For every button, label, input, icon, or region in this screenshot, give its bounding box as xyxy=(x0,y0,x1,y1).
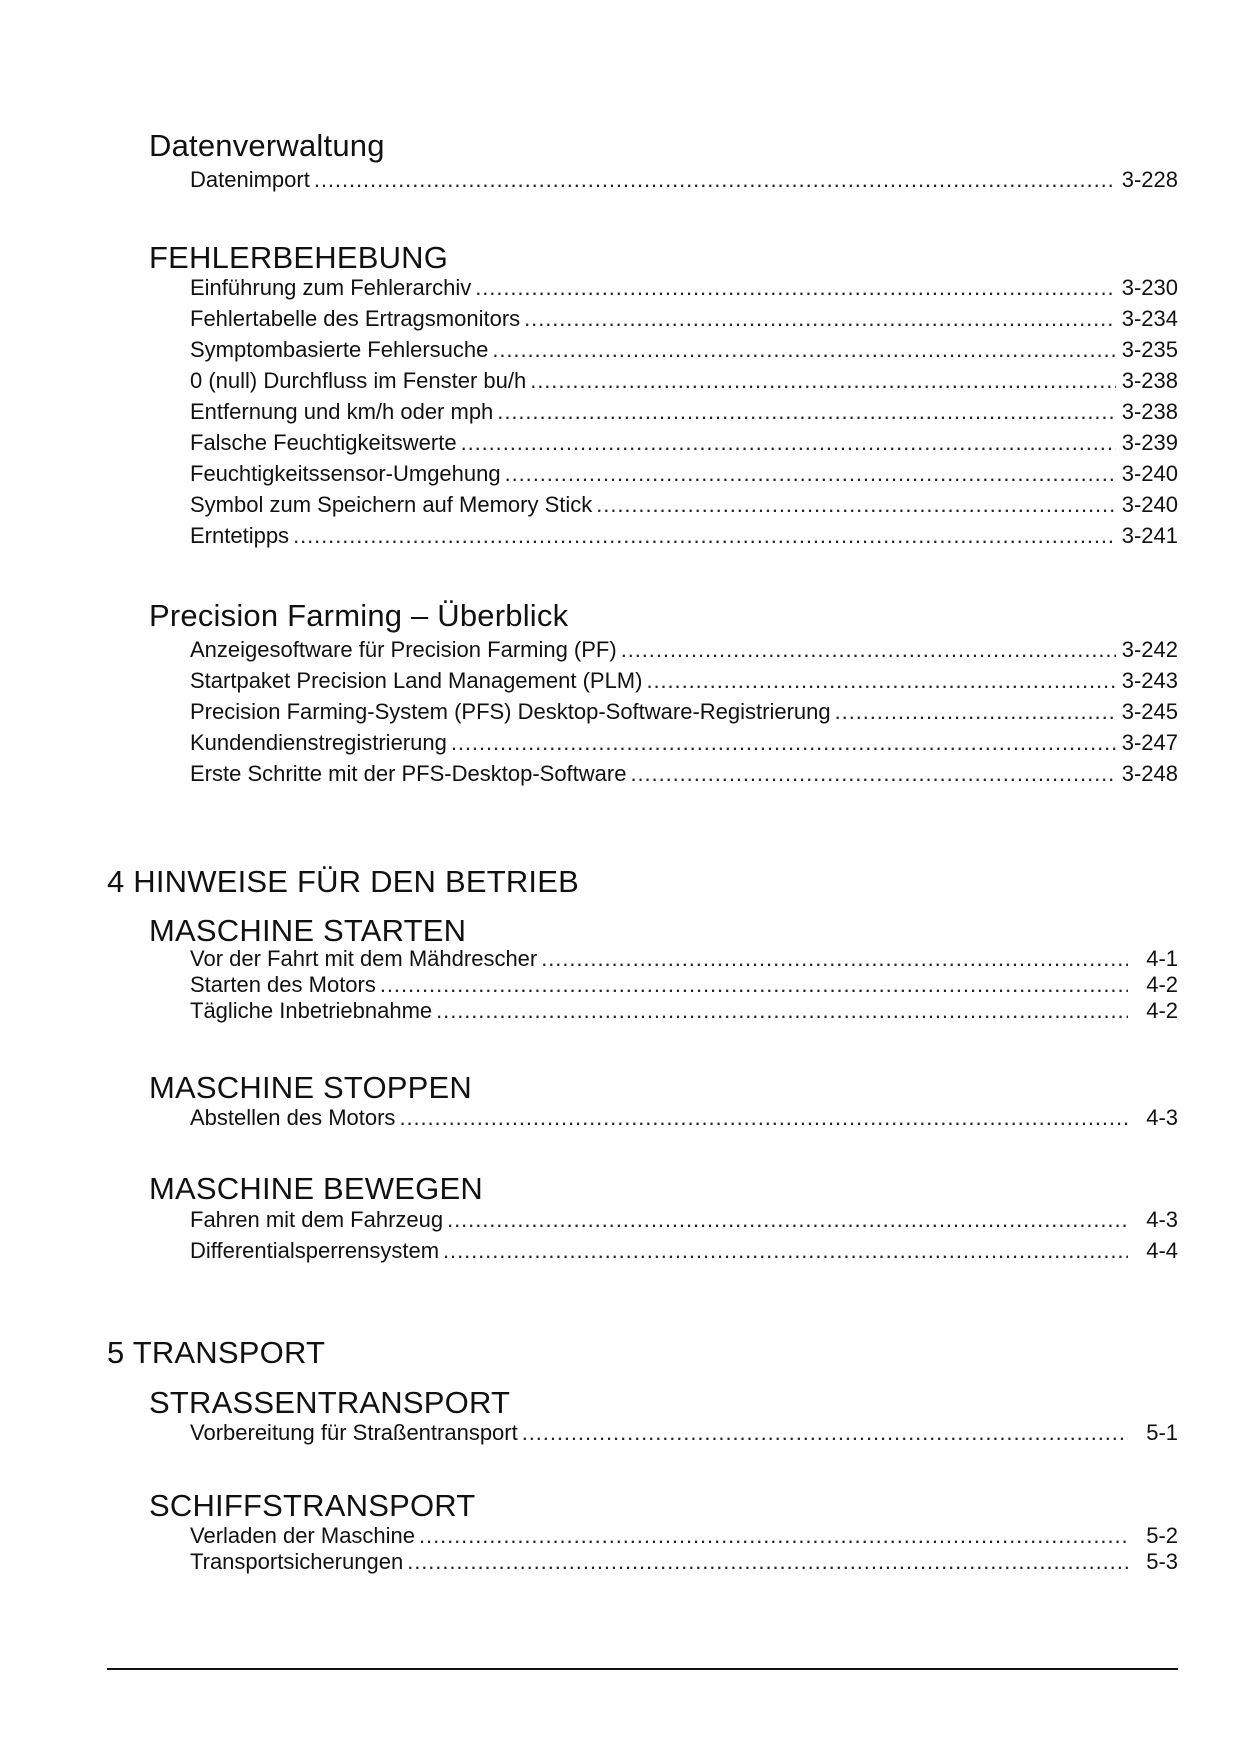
toc-entry-label: 0 (null) Durchfluss im Fenster bu/h xyxy=(190,368,527,393)
toc-entry[interactable] xyxy=(190,946,1178,972)
toc-entry[interactable] xyxy=(190,523,1178,549)
toc-entry-page: 3-241 xyxy=(1121,523,1178,548)
toc-entry-label: Feuchtigkeitssensor-Umgehung xyxy=(190,461,501,486)
toc-entry-page: 5-3 xyxy=(1146,1549,1178,1574)
section-title-maschine-bewegen: MASCHINE BEWEGEN xyxy=(149,1171,483,1206)
toc-entry[interactable] xyxy=(190,306,1178,332)
toc-entry-page: 3-240 xyxy=(1121,492,1178,517)
dot-leader xyxy=(505,461,1116,487)
chapter-title-4: 4 HINWEISE FÜR DEN BETRIEB xyxy=(107,864,579,899)
toc-entry-page: 3-238 xyxy=(1121,399,1178,424)
chapter-title-5: 5 TRANSPORT xyxy=(107,1335,326,1370)
toc-entry[interactable] xyxy=(190,699,1178,725)
toc-entry-page: 4-2 xyxy=(1146,998,1178,1023)
toc-entry-label: Fehlertabelle des Ertragsmonitors xyxy=(190,306,521,331)
toc-entry[interactable] xyxy=(190,972,1178,998)
toc-entry-page: 3-245 xyxy=(1121,699,1178,724)
toc-entry[interactable] xyxy=(190,1549,1178,1575)
toc-entry[interactable] xyxy=(190,167,1178,193)
toc-entry[interactable] xyxy=(190,1105,1178,1131)
toc-entry-page: 3-247 xyxy=(1121,730,1178,755)
toc-entry-label: Starten des Motors xyxy=(190,972,376,997)
toc-entry-label: Startpaket Precision Land Management (PLM) xyxy=(190,668,643,693)
dot-leader xyxy=(407,1549,1128,1575)
toc-entry[interactable] xyxy=(190,1523,1178,1549)
toc-entry[interactable] xyxy=(190,337,1178,363)
dot-leader xyxy=(630,761,1115,787)
dot-leader xyxy=(596,492,1115,518)
toc-entry-page: 4-1 xyxy=(1146,946,1178,971)
toc-entry-label: Transportsicherungen xyxy=(190,1549,404,1574)
section-title-datenverwaltung: Datenverwaltung xyxy=(149,128,385,163)
toc-entry-page: 4-2 xyxy=(1146,972,1178,997)
toc-entry-label: Falsche Feuchtigkeitswerte xyxy=(190,430,457,455)
dot-leader xyxy=(443,1238,1128,1264)
toc-entry-label: Symbol zum Speichern auf Memory Stick xyxy=(190,492,593,517)
dot-leader xyxy=(475,275,1115,301)
dot-leader xyxy=(461,430,1116,456)
toc-entry-label: Datenimport xyxy=(190,167,310,192)
toc-entry-label: Entfernung und km/h oder mph xyxy=(190,399,494,424)
toc-entry-label: Erntetipps xyxy=(190,523,290,548)
dot-leader xyxy=(451,730,1116,756)
toc-entry-label: Vorbereitung für Straßentransport xyxy=(190,1420,518,1445)
toc-entry-label: Kundendienstregistrierung xyxy=(190,730,447,755)
toc-entry-page: 4-3 xyxy=(1146,1207,1178,1232)
dot-leader xyxy=(524,306,1116,332)
toc-entry-page: 3-243 xyxy=(1121,668,1178,693)
dot-leader xyxy=(380,972,1128,998)
toc-entry-page: 3-234 xyxy=(1121,306,1178,331)
dot-leader xyxy=(530,368,1115,394)
toc-entry[interactable] xyxy=(190,1238,1178,1264)
toc-entry[interactable] xyxy=(190,492,1178,518)
section-title-maschine-starten: MASCHINE STARTEN xyxy=(149,913,467,948)
toc-entry-page: 3-242 xyxy=(1121,637,1178,662)
toc-entry-label: Symptombasierte Fehlersuche xyxy=(190,337,489,362)
dot-leader xyxy=(293,523,1116,549)
toc-entry-page: 3-239 xyxy=(1121,430,1178,455)
dot-leader xyxy=(621,637,1116,663)
toc-entry-page: 3-235 xyxy=(1121,337,1178,362)
toc-entry[interactable] xyxy=(190,368,1178,394)
toc-entry-page: 3-228 xyxy=(1121,167,1178,192)
toc-entry-page: 3-238 xyxy=(1121,368,1178,393)
dot-leader xyxy=(522,1420,1128,1446)
toc-entry-page: 5-1 xyxy=(1146,1420,1178,1445)
toc-entry-page: 4-3 xyxy=(1146,1105,1178,1130)
toc-entry[interactable] xyxy=(190,430,1178,456)
toc-entry[interactable] xyxy=(190,461,1178,487)
section-title-precision-farming: Precision Farming – Überblick xyxy=(149,598,569,633)
dot-leader xyxy=(492,337,1115,363)
toc-entry-label: Abstellen des Motors xyxy=(190,1105,396,1130)
toc-entry[interactable] xyxy=(190,275,1178,301)
toc-entry-page: 4-4 xyxy=(1146,1238,1178,1263)
toc-entry-label: Anzeigesoftware für Precision Farming (PF) xyxy=(190,637,617,662)
toc-entry-page: 5-2 xyxy=(1146,1523,1178,1548)
section-title-maschine-stoppen: MASCHINE STOPPEN xyxy=(149,1070,473,1105)
toc-entry[interactable] xyxy=(190,1420,1178,1446)
dot-leader xyxy=(835,699,1116,725)
toc-entry-label: Verladen der Maschine xyxy=(190,1523,416,1548)
toc-entry-label: Vor der Fahrt mit dem Mähdrescher xyxy=(190,946,538,971)
section-title-fehlerbehebung: FEHLERBEHEBUNG xyxy=(149,240,449,275)
dot-leader xyxy=(497,399,1115,425)
section-title-strassentransport: STRASSENTRANSPORT xyxy=(149,1385,511,1420)
toc-entry[interactable] xyxy=(190,637,1178,663)
toc-entry[interactable] xyxy=(190,399,1178,425)
toc-entry-page: 3-248 xyxy=(1121,761,1178,786)
toc-entry[interactable] xyxy=(190,668,1178,694)
dot-leader xyxy=(314,167,1116,193)
toc-entry-label: Tägliche Inbetriebnahme xyxy=(190,998,433,1023)
toc-entry[interactable] xyxy=(190,1207,1178,1233)
toc-entry[interactable] xyxy=(190,761,1178,787)
footer-rule xyxy=(107,1668,1178,1670)
toc-entry[interactable] xyxy=(190,998,1178,1024)
toc-entry[interactable] xyxy=(190,730,1178,756)
dot-leader xyxy=(447,1207,1128,1233)
section-title-schiffstransport: SCHIFFSTRANSPORT xyxy=(149,1488,476,1523)
toc-entry-page: 3-230 xyxy=(1121,275,1178,300)
toc-entry-label: Differentialsperrensystem xyxy=(190,1238,440,1263)
dot-leader xyxy=(436,998,1128,1024)
dot-leader xyxy=(541,946,1128,972)
dot-leader xyxy=(399,1105,1128,1131)
toc-entry-page: 3-240 xyxy=(1121,461,1178,486)
toc-entry-label: Precision Farming-System (PFS) Desktop-Software-Registrierung xyxy=(190,699,831,724)
toc-entry-label: Einführung zum Fehlerarchiv xyxy=(190,275,472,300)
dot-leader xyxy=(646,668,1115,694)
dot-leader xyxy=(419,1523,1128,1549)
toc-entry-label: Fahren mit dem Fahrzeug xyxy=(190,1207,444,1232)
toc-entry-label: Erste Schritte mit der PFS-Desktop-Software xyxy=(190,761,627,786)
